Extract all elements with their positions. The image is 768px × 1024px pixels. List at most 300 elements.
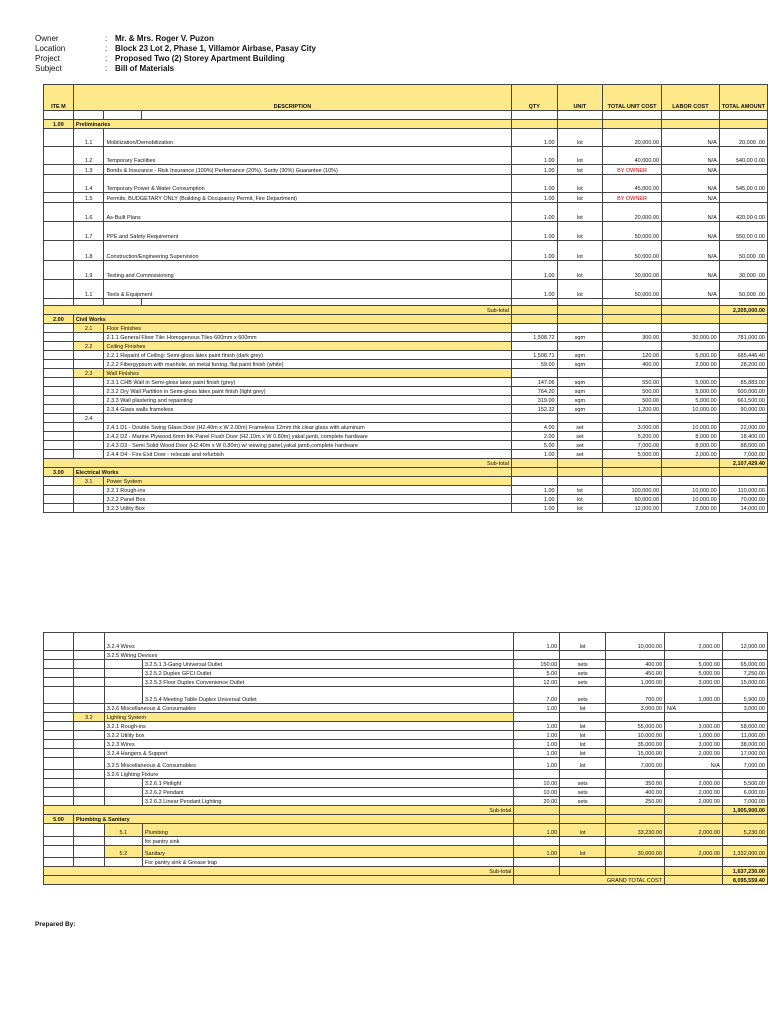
- labor-cost-cell: [665, 651, 723, 660]
- table-cell: [104, 669, 142, 678]
- item-description: 2.2.1 Repaint of Ceiling: Semi-gloss latex paint finish (dark grey): [104, 351, 511, 360]
- item-number: [73, 486, 104, 495]
- unit-cell: lot: [557, 261, 603, 280]
- labor-cost-cell: 10,000.00: [662, 495, 720, 504]
- header-separator: :: [105, 54, 108, 63]
- table-cell: [73, 858, 104, 867]
- table-cell: [719, 468, 767, 477]
- qty-cell: 1.00: [514, 731, 560, 740]
- table-cell: [606, 815, 665, 824]
- table-row: [44, 504, 768, 513]
- table-cell: [73, 797, 104, 806]
- qty-cell: 1.00: [511, 222, 557, 241]
- unit-cell: set: [557, 432, 603, 441]
- total-amount-cell: 661,500.00: [719, 396, 767, 405]
- group-title: Wall Finishes: [104, 369, 511, 378]
- table-row: [44, 396, 768, 405]
- unit-cell: sqm: [557, 360, 603, 369]
- table-cell: [662, 324, 720, 333]
- unit-cost-cell: 30,000.00: [606, 846, 665, 858]
- table-row: [44, 450, 768, 459]
- unit-cost-cell: 500.00: [603, 387, 662, 396]
- table-cell: [44, 222, 74, 241]
- table-row: [44, 687, 768, 704]
- qty-cell: 5.00: [511, 441, 557, 450]
- table-cell: [44, 740, 74, 749]
- table-row: [44, 147, 768, 165]
- table-cell: [557, 477, 603, 486]
- table-cell: [44, 788, 74, 797]
- subtotal-row: [44, 867, 768, 876]
- labor-cost-cell: 5,000.00: [662, 351, 720, 360]
- table-cell: [44, 704, 74, 713]
- table-cell: [722, 858, 767, 867]
- subtotal-label: Sub-total: [44, 867, 514, 876]
- labor-cost-cell: 5,000.00: [662, 387, 720, 396]
- item-description: 3.2.6.2 Pendant: [142, 788, 513, 797]
- table-cell: [44, 351, 74, 360]
- item-description: 2.3.4 Glass walls frameless: [104, 405, 511, 414]
- item-description: 3.2.4 Wires: [104, 633, 513, 651]
- unit-cost-cell: 40,000.00: [603, 147, 662, 165]
- labor-cost-cell: [665, 770, 723, 779]
- total-amount-cell: 22,000.00: [719, 423, 767, 432]
- table-cell: [662, 468, 720, 477]
- unit-cell: lot: [557, 504, 603, 513]
- item-description: Mobilization/Demobilization: [104, 129, 511, 147]
- unit-cost-cell: 15,000.00: [606, 749, 665, 758]
- unit-cell: lot: [557, 280, 603, 299]
- table-cell: [104, 687, 142, 704]
- total-amount-cell: 50,000 .00: [719, 241, 767, 261]
- item-description: 2.4.3 D3 - Semi Solid Wood Door (H2.40m x W 0.80m) w/ viewing panel,yakal jamb,complete hardware: [104, 441, 511, 450]
- total-amount-cell: 5,500.00: [722, 779, 767, 788]
- table-cell: [514, 867, 560, 876]
- labor-cost-cell: 5,000.00: [665, 669, 723, 678]
- item-description: 3.2.3 Wires: [104, 740, 513, 749]
- labor-cost-cell: 2,000.00: [665, 749, 723, 758]
- total-amount-cell: 781,000.00: [719, 333, 767, 342]
- group-number: 3.2: [73, 713, 104, 722]
- table-cell: [557, 468, 603, 477]
- labor-cost-cell: N/A: [662, 193, 720, 203]
- table-row: [44, 129, 768, 147]
- group-title: Lighting System: [104, 713, 513, 722]
- group-title: [104, 414, 511, 423]
- col-header-total-unit-cost: TOTAL UNIT COST: [603, 85, 662, 111]
- unit-cost-cell: 300.00: [603, 333, 662, 342]
- qty-cell: 1.00: [511, 203, 557, 222]
- table-cell: [104, 837, 142, 846]
- table-cell: [73, 779, 104, 788]
- total-amount-cell: 20,000 .00: [719, 129, 767, 147]
- item-description: 2.3.2 Dry Wall Partition in Semi-gloss latex paint finish (light grey): [104, 387, 511, 396]
- item-number: [73, 722, 104, 731]
- qty-cell: 10.00: [514, 788, 560, 797]
- table-row: [44, 222, 768, 241]
- table-cell: [44, 129, 74, 147]
- qty-cell: 59.00: [511, 360, 557, 369]
- labor-cost-cell: 2,000.00: [665, 824, 723, 837]
- unit-cost-cell: 30,000.00: [603, 261, 662, 280]
- unit-cost-cell: 12,000.00: [603, 504, 662, 513]
- note-row: [44, 837, 768, 846]
- unit-cost-cell: 250.00: [606, 797, 665, 806]
- item-description: 2.3.1 CHB Wall in Semi-gloss latex paint finish (grey): [104, 378, 511, 387]
- unit-cell: sets: [560, 678, 606, 687]
- item-description: 3.2.6 Lighting Fixture: [104, 770, 513, 779]
- qty-cell: 1.00: [511, 175, 557, 193]
- table-cell: [603, 459, 662, 468]
- prepared-by-label: Prepared By:: [35, 921, 76, 928]
- item-description: PPE and Safety Requirement: [104, 222, 511, 241]
- unit-cost-cell: [606, 651, 665, 660]
- qty-cell: 20.00: [514, 797, 560, 806]
- unit-cell: sets: [560, 687, 606, 704]
- section-number: 5.00: [44, 815, 74, 824]
- total-amount-cell: 85,883.00: [719, 378, 767, 387]
- table-cell: [73, 824, 104, 837]
- table-row: [44, 495, 768, 504]
- item-description: 2.4.1 D1 - Double Swing Glass Door (H2.40m x W 2.00m) Frameless 12mm thk clear glass with aluminum: [104, 423, 511, 432]
- table-cell: [44, 669, 74, 678]
- table-cell: [665, 876, 723, 885]
- total-amount-cell: 17,000.00: [722, 749, 767, 758]
- item-description: Temporary Power & Water Consumption: [104, 175, 511, 193]
- labor-cost-cell: 10,000.00: [662, 486, 720, 495]
- table-cell: [44, 261, 74, 280]
- total-amount-cell: 550,00 0.00: [719, 222, 767, 241]
- table-cell: [44, 660, 74, 669]
- header-separator: :: [105, 44, 108, 53]
- table-cell: [557, 324, 603, 333]
- table-cell: [142, 111, 512, 120]
- table-row: [44, 165, 768, 175]
- subtotal-amount: 2,107,429.40: [719, 459, 767, 468]
- table-cell: [606, 713, 665, 722]
- unit-cost-cell: 35,000.00: [606, 740, 665, 749]
- item-description: 3.2.5.4 Meeting Table Duplex Universal Outlet: [142, 687, 513, 704]
- qty-cell: 1.00: [511, 165, 557, 175]
- table-cell: [104, 111, 142, 120]
- total-amount-cell: 7,000.00: [722, 758, 767, 770]
- labor-cost-cell: 2,000.00: [665, 779, 723, 788]
- total-amount-cell: 65,000.00: [722, 660, 767, 669]
- unit-cost-cell: 3,000.00: [603, 423, 662, 432]
- unit-cost-cell: 5,000.00: [603, 450, 662, 459]
- unit-cost-cell: 400.00: [606, 660, 665, 669]
- total-amount-cell: 18,400.00: [719, 432, 767, 441]
- table-cell: [44, 203, 74, 222]
- table-row: [44, 722, 768, 731]
- labor-cost-cell: 10,000.00: [662, 423, 720, 432]
- item-description: 3.2.3 Utility Box: [104, 504, 511, 513]
- section-number: 1.00: [44, 120, 74, 129]
- group-row: [44, 342, 768, 351]
- labor-cost-cell: N/A: [662, 129, 720, 147]
- group-row: [44, 414, 768, 423]
- table-cell: [514, 815, 560, 824]
- item-description: Sanitary: [142, 846, 513, 858]
- labor-cost-cell: 8,000.00: [662, 432, 720, 441]
- qty-cell: 1.00: [514, 633, 560, 651]
- table-cell: [44, 111, 74, 120]
- total-amount-cell: 5,230.00: [722, 824, 767, 837]
- unit-cell: lot: [557, 241, 603, 261]
- group-row: [44, 713, 768, 722]
- table-cell: [73, 111, 104, 120]
- item-number: [73, 504, 104, 513]
- unit-cell: set: [557, 441, 603, 450]
- unit-cell: lot: [557, 495, 603, 504]
- total-amount-cell: 11,000.00: [722, 731, 767, 740]
- table-cell: [73, 669, 104, 678]
- table-cell: [104, 779, 142, 788]
- labor-cost-cell: 5,000.00: [662, 378, 720, 387]
- table-cell: [44, 722, 74, 731]
- qty-cell: 764.20: [511, 387, 557, 396]
- table-cell: [662, 459, 720, 468]
- item-description: Permits, BUDGETARY ONLY (Building & Occupancy Permit, Fire Department): [104, 193, 511, 203]
- header-label: Location: [35, 44, 66, 53]
- table-cell: [44, 405, 74, 414]
- table-cell: [73, 660, 104, 669]
- table-row: [44, 797, 768, 806]
- qty-cell: 7.00: [514, 687, 560, 704]
- table-cell: [44, 193, 74, 203]
- table-cell: [557, 342, 603, 351]
- col-header-item: ITE M: [44, 85, 74, 111]
- item-description: 3.2.1 Rough-ins: [104, 486, 511, 495]
- unit-cost-cell: 550.00: [603, 378, 662, 387]
- table-cell: [44, 713, 74, 722]
- qty-cell: 1.00: [514, 846, 560, 858]
- note-text: For pantry sink & Grease trap: [142, 858, 513, 867]
- unit-cost-cell: 7,000.00: [603, 441, 662, 450]
- total-amount-cell: [722, 651, 767, 660]
- group-number: 3.1: [73, 477, 104, 486]
- table-cell: [606, 858, 665, 867]
- qty-cell: 319.00: [511, 396, 557, 405]
- item-number: [73, 360, 104, 369]
- item-description: 3.2.5.1 3-Gang Universal Outlet: [142, 660, 513, 669]
- table-row: [44, 824, 768, 837]
- grand-total-label: GRAND TOTAL COST: [514, 876, 665, 885]
- qty-cell: 1.00: [511, 147, 557, 165]
- table-row: [44, 669, 768, 678]
- table-cell: [44, 824, 74, 837]
- header-value: Bill of Materials: [115, 64, 175, 73]
- col-header-labor-cost: LABOR COST: [662, 85, 720, 111]
- unit-cell: lot: [560, 749, 606, 758]
- unit-cell: lot: [557, 129, 603, 147]
- table-cell: [606, 806, 665, 815]
- total-amount-cell: 7,000.00: [722, 797, 767, 806]
- table-cell: [73, 299, 104, 306]
- total-amount-cell: 420,00 0.00: [719, 203, 767, 222]
- table-row: [44, 175, 768, 193]
- column-header-row: [44, 85, 768, 111]
- qty-cell: 1.00: [511, 261, 557, 280]
- unit-cost-cell: 400.00: [606, 788, 665, 797]
- table-cell: [662, 414, 720, 423]
- subtotal-row: [44, 459, 768, 468]
- col-header-total-amount: TOTAL AMOUNT: [719, 85, 767, 111]
- table-cell: [511, 324, 557, 333]
- item-description: 3.2.6.3 Linear Pendant Lighting: [142, 797, 513, 806]
- item-number: 5.1: [104, 824, 142, 837]
- item-number: [73, 396, 104, 405]
- header-line-subject: [35, 64, 174, 74]
- table-cell: [44, 165, 74, 175]
- unit-cost-cell: 20,000.00: [603, 203, 662, 222]
- total-amount-cell: 30,000 .00: [719, 261, 767, 280]
- section-row: [44, 468, 768, 477]
- unit-cost-cell: 3,000.00: [606, 704, 665, 713]
- table-cell: [44, 441, 74, 450]
- bill-of-materials-table-1: [43, 84, 768, 513]
- table-row: [44, 423, 768, 432]
- table-cell: [665, 858, 723, 867]
- table-cell: [44, 360, 74, 369]
- group-title: Floor Finishes: [104, 324, 511, 333]
- table-cell: [662, 306, 720, 315]
- total-amount-cell: 70,000.00: [719, 495, 767, 504]
- total-amount-cell: 1,332,000.00: [722, 846, 767, 858]
- table-cell: [719, 414, 767, 423]
- item-number: [73, 495, 104, 504]
- item-number: 1.4: [73, 175, 104, 193]
- table-cell: [560, 713, 606, 722]
- unit-cost-cell: 50,000.00: [603, 280, 662, 299]
- unit-cell: lot: [557, 222, 603, 241]
- unit-cell: sets: [560, 788, 606, 797]
- table-cell: [662, 120, 720, 129]
- table-cell: [557, 414, 603, 423]
- table-cell: [557, 306, 603, 315]
- item-number: 1.5: [73, 193, 104, 203]
- total-amount-cell: [722, 770, 767, 779]
- table-cell: [44, 414, 74, 423]
- unit-cost-cell: 5,200.00: [603, 432, 662, 441]
- qty-cell: 1.00: [511, 504, 557, 513]
- unit-cell: sets: [560, 797, 606, 806]
- total-amount-cell: 88,000.00: [719, 441, 767, 450]
- unit-cost-cell: BY OWNER: [603, 193, 662, 203]
- table-row: [44, 678, 768, 687]
- unit-cost-cell: 50,000.00: [603, 241, 662, 261]
- table-cell: [606, 837, 665, 846]
- labor-cost-cell: 3,000.00: [665, 740, 723, 749]
- unit-cell: lot: [560, 758, 606, 770]
- table-cell: [511, 299, 557, 306]
- table-row: [44, 378, 768, 387]
- qty-cell: 1.00: [511, 193, 557, 203]
- labor-cost-cell: 3,000.00: [665, 678, 723, 687]
- item-description: 3.2.5.2 Duplex GFCI Outlet: [142, 669, 513, 678]
- subtotal-amount: 1,637,230.00: [722, 867, 767, 876]
- note-row: [44, 858, 768, 867]
- unit-cost-cell: 60,000.00: [603, 495, 662, 504]
- table-cell: [719, 315, 767, 324]
- note-text: for pantry sink: [142, 837, 513, 846]
- labor-cost-cell: 2,000.00: [665, 633, 723, 651]
- qty-cell: 1.00: [514, 704, 560, 713]
- table-cell: [560, 837, 606, 846]
- qty-cell: 150.00: [514, 660, 560, 669]
- item-number: [73, 704, 104, 713]
- grand-total-row: [44, 876, 768, 885]
- unit-cell: sets: [560, 779, 606, 788]
- table-cell: [511, 459, 557, 468]
- table-cell: [722, 713, 767, 722]
- item-description: 3.2.5 Wiring Devices: [104, 651, 513, 660]
- grand-total-amount: 8,095,559.40: [722, 876, 767, 885]
- header-value: Mr. & Mrs. Roger V. Puzon: [115, 34, 214, 43]
- unit-cell: sets: [560, 660, 606, 669]
- item-number: 1.6: [73, 203, 104, 222]
- unit-cost-cell: 7,000.00: [606, 758, 665, 770]
- header-label: Project: [35, 54, 60, 63]
- qty-cell: 12.00: [514, 678, 560, 687]
- table-cell: [511, 306, 557, 315]
- table-cell: [44, 387, 74, 396]
- subtotal-label: Sub-total: [44, 806, 514, 815]
- unit-cost-cell: BY OWNER: [603, 165, 662, 175]
- table-cell: [511, 369, 557, 378]
- labor-cost-cell: 2,000.00: [662, 450, 720, 459]
- total-amount-cell: 50,000 .00: [719, 280, 767, 299]
- table-cell: [603, 306, 662, 315]
- bill-of-materials-table-2: [43, 632, 768, 885]
- table-row: [44, 486, 768, 495]
- item-number: [73, 378, 104, 387]
- item-number: [73, 749, 104, 758]
- table-row: [44, 351, 768, 360]
- item-description: 2.3.3 Wall plastering and repainting: [104, 396, 511, 405]
- unit-cell: [560, 770, 606, 779]
- unit-cell: lot: [557, 175, 603, 193]
- unit-cost-cell: 45,000.00: [603, 175, 662, 193]
- table-cell: [44, 495, 74, 504]
- table-cell: [44, 858, 74, 867]
- unit-cost-cell: 10,000.00: [606, 633, 665, 651]
- table-cell: [665, 713, 723, 722]
- unit-cell: lot: [557, 203, 603, 222]
- table-cell: [557, 120, 603, 129]
- table-cell: [557, 111, 603, 120]
- table-cell: [560, 867, 606, 876]
- col-header-description: DESCRIPTION: [73, 85, 511, 111]
- table-cell: [44, 333, 74, 342]
- table-cell: [719, 477, 767, 486]
- table-cell: [73, 846, 104, 858]
- table-cell: [44, 299, 74, 306]
- item-number: [73, 423, 104, 432]
- table-cell: [44, 770, 74, 779]
- item-description: 3.2.6 Miscellaneous & Consumables: [104, 704, 513, 713]
- table-cell: [557, 459, 603, 468]
- table-cell: [511, 342, 557, 351]
- section-number: 2.00: [44, 315, 74, 324]
- table-cell: [44, 876, 514, 885]
- item-description: As-Built Plans: [104, 203, 511, 222]
- table-cell: [104, 858, 142, 867]
- table-row: [44, 387, 768, 396]
- total-amount-cell: 14,000.00: [719, 504, 767, 513]
- total-amount-cell: 545,00 0.00: [719, 175, 767, 193]
- total-amount-cell: 90,000.00: [719, 405, 767, 414]
